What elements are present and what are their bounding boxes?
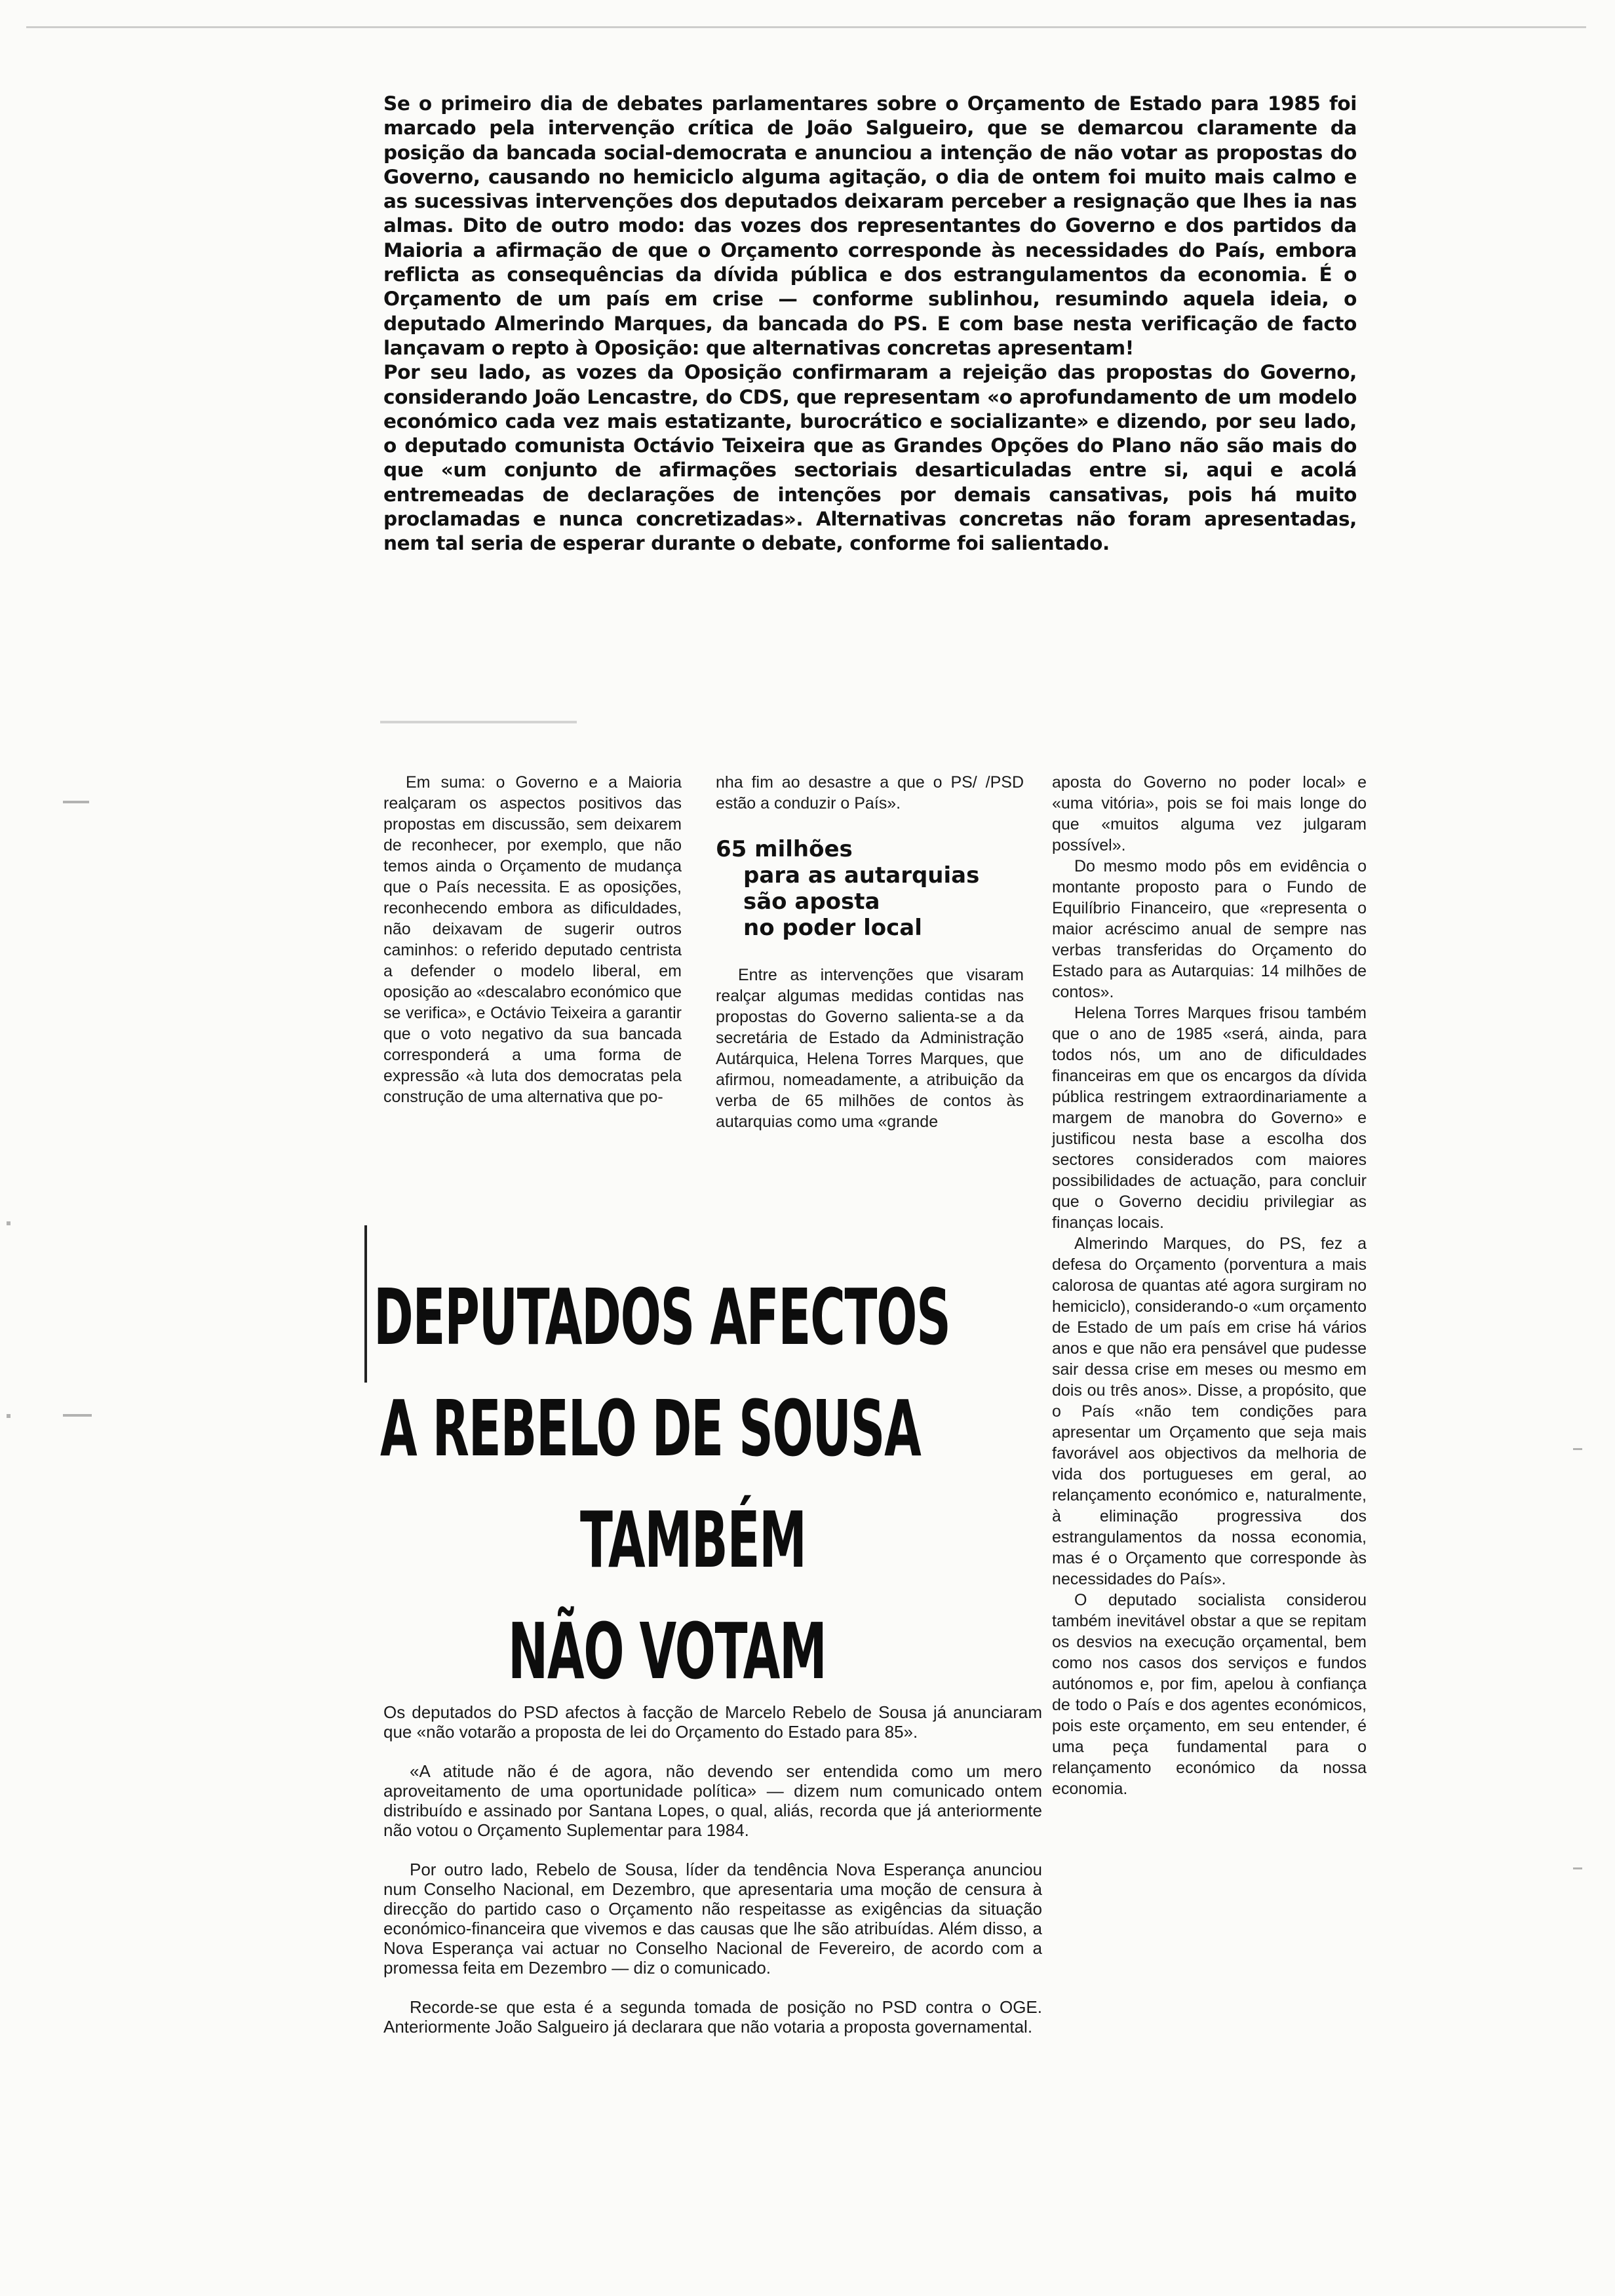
headline-line: A REBELO DE SOUSA	[380, 1383, 921, 1474]
scan-mark	[7, 1221, 10, 1225]
scan-mark	[380, 721, 577, 723]
body-paragraph: aposta do Governo no poder local» e «uma vitória», pois se foi mais longe do que «muitos alguma vez julgaram possível».	[1052, 773, 1367, 854]
column-2	[716, 772, 1024, 1132]
body-paragraph: Recorde-se que esta é a segunda tomada de posição no PSD contra o OGE. Anteriormente João Salgueiro já declarara que não votaria a proposta governamental.	[383, 1997, 1042, 2037]
headline-line: DEPUTADOS AFECTOS	[374, 1272, 950, 1362]
body-paragraph: Entre as intervenções que visaram realçar algumas medidas contidas nas propostas do Governo salienta-se a da secretária de Estado da Administração Autárquica, Helena Torres Marques, que afirmou, nomeadamente, a atribuição da verba de 65 milhões de contos às autarquias como uma «grande	[716, 966, 1024, 1131]
lead-paragraphs	[383, 92, 1357, 556]
subheading	[716, 836, 1024, 941]
body-paragraph: Por outro lado, Rebelo de Sousa, líder da tendência Nova Esperança anunciou num Conselho Nacional, em Dezembro, que apresentaria uma moção de censura à direcção do partido caso o Orçamento não respeitasse as exigências da situação económico-financeira que vivemos e das causas que lhe são atribuídas. Além disso, a Nova Esperança vai actuar no Conselho Nacional de Fevereiro, de acordo com a promessa feita em Dezembro — diz o comunicado.	[383, 1860, 1042, 1978]
column-1	[383, 772, 682, 1107]
body-paragraph: Em suma: o Governo e a Maioria realçaram os aspectos positivos das propostas em discussão, sem deixarem de reconhecer, por exemplo, que não temos ainda o Orçamento de mudança que o País necessita. E as oposições, reconhecendo embora as dificuldades, não deixavam de sugerir outros caminhos: o referido deputado centrista a defender o modelo liberal, em oposição ao «descalabro económico que se verifica», e Octávio Teixeira a garantir que o voto negativo da sua bancada corresponderá a uma forma de expressão «à luta dos democratas pela construção de uma alternativa que po-	[383, 773, 682, 1106]
scan-mark	[63, 801, 89, 803]
scan-mark	[1573, 1867, 1582, 1869]
scan-edge-mark	[26, 26, 1586, 28]
body-paragraph: Helena Torres Marques frisou também que o ano de 1985 «será, ainda, para todos nós, um ano de dificuldades financeiras em que os encargos da dívida pública restringem extraordinariamente a margem de manobra do Governo» e justificou nesta base a escolha dos sectores considerados com maiores possibilidades de actuação, para concluir que o Governo decidiu privilegiar as finanças locais.	[1052, 1004, 1367, 1232]
article-body	[383, 1702, 1042, 2056]
body-paragraph: «A atitude não é de agora, não devendo ser entendida como um mero aproveitamento de uma oportunidade política» — dizem num comunicado ontem distribuído e assinado por Santana Lopes, o qual, aliás, recorda que já anteriormente não votou o Orçamento Suplementar para 1984.	[383, 1761, 1042, 1840]
lead-paragraph: Por seu lado, as vozes da Oposição confirmaram a rejeição das propostas do Governo, considerando João Lencastre, do CDS, que representam «o aprofundamento de um modelo económico cada vez mais estatizante, burocrático e socializante» e dizendo, por seu lado, o deputado comunista Octávio Teixeira que as Grandes Opções do Plano não são mais do que «um conjunto de afirmações sectoriais desarticuladas entre si, aqui e acolá entremeadas de declarações de intenções por demais cansativas, pois há muito proclamadas e nunca concretizadas». Alternativas concretas não foram apresentadas, nem tal seria de esperar durante o debate, conforme foi salientado.	[383, 361, 1357, 555]
scan-mark	[7, 1414, 10, 1418]
subheading-line: 65 milhões	[716, 836, 853, 862]
scan-mark	[63, 1414, 92, 1417]
subheading-line: no poder local	[743, 915, 922, 941]
body-paragraph: Do mesmo modo pôs em evidência o montante proposto para o Fundo de Equilíbrio Financeiro, que «representa o maior acréscimo anual de sempre nas verbas transferidas do Orçamento do Estado para as Autarquias: 14 milhões de contos».	[1052, 857, 1367, 1001]
headline-line: TAMBÉM	[580, 1495, 806, 1585]
body-paragraph: nha fim ao desastre a que o PS/ /PSD estão a conduzir o País».	[716, 773, 1024, 813]
subheading-line: são aposta	[743, 889, 880, 915]
headline-line: NÃO VOTAM	[508, 1606, 827, 1696]
body-paragraph: O deputado socialista considerou também inevitável obstar a que se repitam os desvios na execução orçamental, bem como nos casos dos serviços e fundos autónomos e, por fim, apelou à confiança de todo o País e dos agentes económicos, pois este orçamento, em seu entender, é uma peça fundamental para o relançamento económico da nossa economia.	[1052, 1591, 1367, 1798]
body-paragraph: Almerindo Marques, do PS, fez a defesa do Orçamento (porventura a mais calorosa de quantas até agora surgiram no hemiciclo), considerando-o «um orçamento de Estado de um país em crise há vários anos e que não era pensável que pudesse sair dessa crise em meses ou mesmo em dois ou três anos». Disse, a propósito, que o País «não tem condições para apresentar um Orçamento que seja mais favorável aos objectivos da melhoria de vida dos portugueses em geral, ao relançamento económico e, naturalmente, à eliminação progressiva dos estrangulamentos da nossa economia, mas é o Orçamento que corresponde às necessidades do País».	[1052, 1234, 1367, 1588]
margin-rule	[364, 1225, 367, 1383]
body-paragraph: Os deputados do PSD afectos à facção de Marcelo Rebelo de Sousa já anunciaram que «não votarão a proposta de lei do Orçamento do Estado para 85».	[383, 1702, 1042, 1742]
scan-mark	[1573, 1448, 1582, 1450]
subheading-line: para as autarquias	[743, 862, 980, 889]
lead-paragraph: Se o primeiro dia de debates parlamentares sobre o Orçamento de Estado para 1985 foi marcado pela intervenção crítica de João Salgueiro, que se demarcou claramente da posição da bancada social-democrata e anunciou a intenção de não votar as propostas do Governo, causando no hemiciclo alguma agitação, o dia de ontem foi muito mais calmo e as sucessivas intervenções dos deputados deixaram perceber a resignação que lhes ia nas almas. Dito de outro modo: das vozes dos representantes do Governo e dos partidos da Maioria a afirmação de que o Orçamento corresponde às necessidades do País, embora reflicta as consequências da dívida pública e dos estrangulamentos da economia. É o Orçamento de um país em crise — conforme sublinhou, resumindo aquela ideia, o deputado Almerindo Marques, da bancada do PS. E com base nesta verificação de facto lançavam o repto à Oposição: que alternativas concretas apresentam!	[383, 92, 1357, 359]
column-3	[1052, 772, 1367, 1799]
